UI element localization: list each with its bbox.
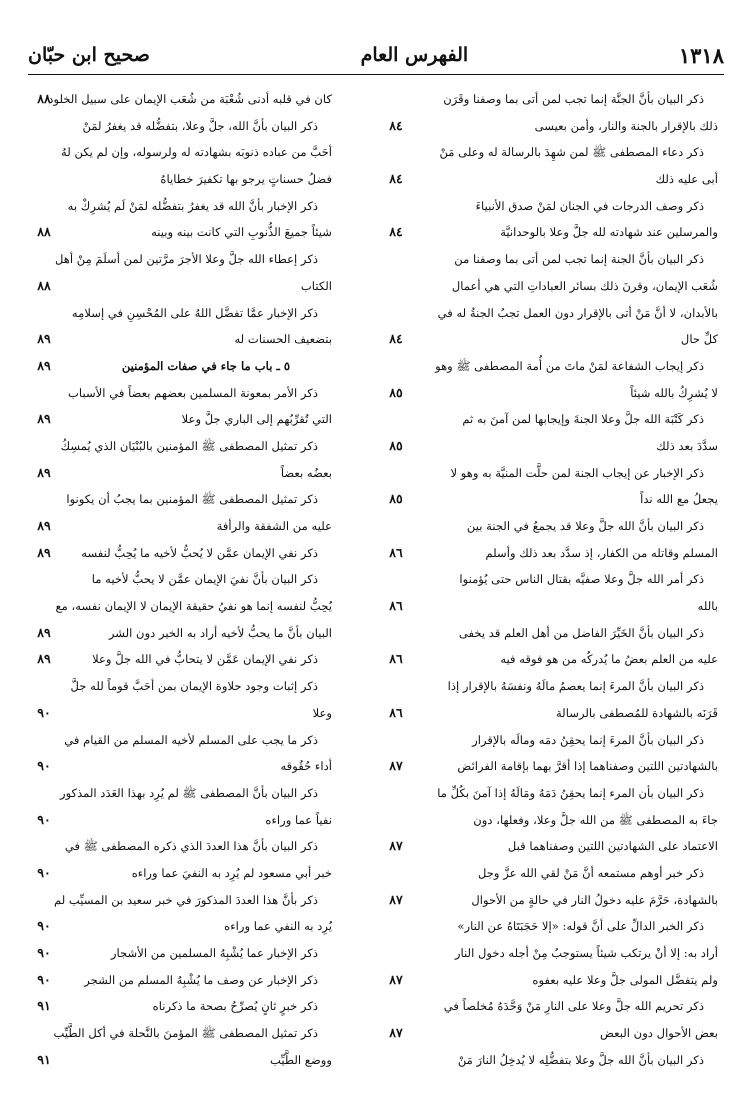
entry-page-number [378, 860, 414, 887]
index-entry-line: التي تُقرِّبُهم إلى الباري جلَّ وعلا [181, 412, 332, 427]
entry-page-number [26, 380, 62, 407]
entry-page-number: ٩٠ [37, 918, 51, 934]
entry-page-number: ٨٦ [389, 704, 403, 720]
entry-page-number [26, 433, 62, 460]
index-entry-line: ذكر تمثيل المصطفى ﷺ المؤمنين بما يجبُ أن يكونوا [66, 492, 318, 507]
index-entry-line: ذكر إيجاب الشفاعة لمَنْ ماتَ من أُمة المصطفى ﷺ وهو [435, 358, 704, 373]
entry-page-number: ٨٥ [389, 491, 403, 507]
index-entry-line: قَرَنَه بالشهادة للمُصطفى بالرسالة [555, 705, 718, 720]
index-entry-line: ذكر خبر أوهم مستمعه أنَّ مَنْ لقي الله عزَّ وجل [477, 865, 704, 880]
entry-page-number [378, 940, 414, 967]
index-entry-line: ذكر البيان بأنَّ نفيَ الإيمان عمَّن لا يحبُّ لأخيه ما [91, 572, 318, 587]
entry-page-number [378, 727, 414, 754]
entry-page-number: ٨٩ [37, 651, 51, 667]
entry-page-number: ٨٨ [37, 224, 51, 240]
entry-page-number: ٨٩ [37, 624, 51, 640]
index-entry-line: عليه من العلم بعضُ ما يُدركُه من هو فوقه فيه [500, 652, 718, 667]
index-entry-line: ذكر كَتْبَة الله جلَّ وعلا الجنةَ وإيجابها لمن آمنَ به ثم [462, 412, 704, 427]
entry-page-number: ٨٤ [389, 331, 403, 347]
index-entry-line: ذكر وصف الدرجات في الجنان لمَنْ صدق الأنبياءَ [475, 198, 704, 213]
entry-page-number: ٩١ [37, 998, 51, 1014]
index-entry-line: عليه من الشفقة والرأفة [216, 519, 332, 533]
index-entry-line: البيان بأنَّ ما يحبُّ لأخيه أراد به الخير دون الشر [108, 625, 332, 640]
index-entry-line: ذكر بأنَّ هذا العددَ المذكورَ في خبر سعيد بن المسيِّب لم [53, 892, 318, 907]
index-entry-line: شُعَب الإيمان، وقرنَ ذلك بسائر العباداتِ التي هي أعمال [451, 278, 718, 293]
entry-page-number: ٨٤ [389, 171, 403, 187]
index-entry-line: بالأبدان، لا أنَّ مَنْ أتى بالإقرار دون العمل تجبُ الجنةُ له في [437, 305, 718, 320]
entry-page-number [378, 273, 414, 300]
index-entry-line: ذكر تحريم الله جلَّ وعلا على النارِ مَنْ وَحَّدَهُ مُخلصاً في [443, 999, 704, 1014]
entry-page-number [378, 300, 414, 327]
entry-page-number [378, 193, 414, 220]
index-entry-line: ذكر الأمر بمعونة المسلمين بعضهم بعضاً في الأسباب [68, 385, 318, 400]
entry-page-number: ٨٧ [389, 758, 403, 774]
entry-page-number [26, 486, 62, 513]
index-entry-line: بتضعيف الحسنات له [234, 332, 332, 347]
index-entry-line: ذكر دعاء المصطفى ﷺ لمن شهِدَ بالرسالة له وعلى مَنْ [439, 145, 704, 160]
entry-page-number: ٨٧ [389, 891, 403, 907]
index-entry-line: ذكر الإخبار عمَّا تفضَّل اللهُ على المُحْسِنِ في إسلامِه [71, 305, 318, 320]
index-entry-line: وعلا [312, 705, 332, 720]
entry-page-number [26, 139, 62, 166]
index-entry-line: ذكر البيان بأنَّ الجنة إنما تجب لمن أتى بما وصفنا من [454, 252, 704, 267]
index-entry-line: جاءَ به المصطفى ﷺ من الله جلَّ وعلا، وفعلها، دون [473, 812, 718, 827]
entry-page-number [378, 86, 414, 113]
entry-page-number [26, 246, 62, 273]
entry-page-number: ٨٩ [37, 544, 51, 560]
entry-page-number [26, 300, 62, 327]
index-entry-line: ذكر البيان بأنَّ الله جلَّ وعلا قد يجمعُ في الجنة بين [466, 519, 704, 533]
entry-page-number: ٨٥ [389, 437, 403, 453]
entry-page-number: ٨٧ [389, 838, 403, 854]
entry-page-number [26, 193, 62, 220]
index-entry-line: بعضُه بعضاً [280, 465, 332, 480]
entry-page-number [378, 139, 414, 166]
index-entry-line: المسلم وقاتله من الكفار، إذ سدَّد بعد ذلك وأسلم [485, 545, 718, 560]
entry-page-number: ٨٤ [389, 117, 403, 133]
index-entry-line: ذكر أمر الله جلَّ وعلا صفيَّه بقتال الناس حتى يُؤمنوا [459, 572, 704, 587]
index-entry-line: ذكر الإخبار بأنَّ الله قد يغفرُ بتفضُّله لمَنْ لَم يُشرِكْ به [67, 198, 318, 213]
index-entry-line: نفياً عما وراءه [265, 812, 332, 827]
index-entry-line: بالله [697, 599, 718, 614]
entry-page-number: ٨٩ [37, 331, 51, 347]
entry-page-number [26, 833, 62, 860]
entry-page-number: ٨٧ [389, 971, 403, 987]
index-entry-line: ذكر البيان بأنَّ الخَيِّرَ الفاضل من أهل العلم قد يخفى [458, 625, 704, 640]
entry-page-number [26, 673, 62, 700]
index-entry-line: ولم يتفضَّل المولى جلَّ وعلا عليه بعفوه [532, 972, 718, 987]
index-entry-line: لا يُشرِكُ بالله شيئاً [630, 385, 718, 400]
entry-page-number [378, 913, 414, 940]
entry-page-number: ٨٩ [37, 464, 51, 480]
index-entry-line: بالشهادتين اللتين وصفناهما إذا أقرَّ بهما بإقامة الفرائض [457, 759, 718, 774]
entry-page-number: ٨٤ [389, 224, 403, 240]
entry-page-number [26, 780, 62, 807]
entry-page-number [26, 113, 62, 140]
index-entry-line: ذكر الخبر الدالِّ على أنَّ قوله: «إلا حَجَبَتَاهُ عن النار» [457, 919, 704, 934]
index-entry-line: شيئاً جميعَ الذُّنوبِ التي كانت بينه وبينه [151, 225, 332, 240]
entry-page-number [26, 566, 62, 593]
entry-page-number: ٩٠ [37, 704, 51, 720]
header-rule [28, 74, 724, 75]
index-entry-line: الكتاب [300, 278, 332, 293]
index-entry-line: ذكر الإخبار عن وصف ما يُشْبِهُ المسلم من الشجر [84, 972, 318, 987]
index-entry-line: ووضع الطَّيِّب [269, 1052, 332, 1067]
entry-page-number [26, 887, 62, 914]
index-entry-line: أراد به: إلا أنْ يرتكب شيئاً يستوجبُ مِنْ أجله دخول النار [454, 946, 718, 960]
entry-page-number [378, 460, 414, 487]
entry-page-number: ٨٨ [37, 91, 51, 106]
index-entry-line: ذكر إثبات وجود حلاوة الإيمان بمن أحَبَّ قوماً لله جلَّ [70, 679, 318, 694]
index-entry-line: يُحِبُّ لنفسه إنما هو نفيُ حقيقة الإيمان لا الإيمان نفسه، مع [55, 599, 332, 614]
index-entry-line: سدَّدَ بعد ذلك [656, 438, 718, 453]
index-entry-line: ذكر إعطاء الله جلَّ وعلا الأجرَ مرَّتين لمن أسلَمَ مِنْ أهل [54, 252, 318, 267]
index-entry-line: ذكر البيان بأنَّ الجنَّة إنما تجب لمن أتى بما وصفنا وقَرَن [443, 92, 704, 106]
index-entry-line: ذكر تمثيل المصطفى ﷺ المؤمنَ بالنَّحلة في أكل الطَّيِّب [53, 1026, 318, 1041]
index-entry-line: ذكر الإخبار عما يُشْبِهُ المسلمين من الأشجار [110, 946, 318, 960]
entry-page-number: ٩٠ [37, 811, 51, 827]
index-entry-line: يُرِد به النفي عما وراءه [224, 919, 332, 934]
page-header [28, 38, 724, 72]
entry-page-number: ٨٦ [389, 544, 403, 560]
index-entry-line: ذكر البيان بأنَّ المرءَ إنما يعصمُ مالَهُ ونفسَهُ بالإقرار إذا [447, 679, 704, 694]
entry-page-number [26, 1020, 62, 1047]
index-entry-line: بعض الأحوال دون البعض [599, 1026, 718, 1041]
entry-page-number: ٨٨ [37, 277, 51, 293]
entry-page-number: ٨٥ [389, 384, 403, 400]
entry-page-number [378, 620, 414, 647]
entry-page-number [26, 727, 62, 754]
page-number: ١٣١٨ [678, 42, 724, 68]
right-column [418, 86, 718, 1073]
index-entry-line: ذكر تمثيل المصطفى ﷺ المؤمنين بالبُنْيَان الذي يُمسِكُ [60, 438, 318, 453]
index-entry-line: أبى عليه ذلك [655, 172, 718, 187]
index-entry-line: الاعتماد على الشهادتين اللتين وصفناهما قبل [507, 839, 718, 854]
index-entry-line: ذكر خبرٍ ثانٍ يُصرِّحُ بصحة ما ذكرناه [152, 999, 318, 1014]
entry-page-number: ٩١ [37, 1051, 51, 1067]
entry-page-number: ٩٠ [37, 758, 51, 774]
entry-page-number: ٨٩ [37, 518, 51, 533]
index-entry-line: ذكر نفي الإيمان عَمَّن لا يتحابُّ في الله جلَّ وعلا [92, 652, 318, 667]
left-column [48, 86, 332, 1073]
index-entry-line: ذكر البيان بأنَّ المصطفى ﷺ لم يُرِد بهذا العَدَد المذكور [59, 785, 318, 800]
book-title: صحيح ابن حبّان [28, 44, 150, 66]
entry-page-number: ٨٦ [389, 598, 403, 614]
index-entry-line: أحَبَّ من عباده ذنوبَه بشهادته له ولرسوله، وإن لم يكن لهُ [61, 145, 332, 160]
index-entry-line: ذكر البيان بأنَّ الله، جلَّ وعلا، بتفضُّله قد يغفرُ لمَنْ [82, 118, 318, 133]
entry-page-number [378, 780, 414, 807]
index-entry-line: ذكر البيان بأنَّ هذا العددَ الذي ذكره المصطفى ﷺ في [64, 839, 318, 854]
index-entry-line: ذلك بالإقرار بالجنة والنار، وأمن بعيسى [534, 118, 718, 133]
index-entry-line: ذكر البيان بأن المرء إنما يحقِنُ دَمَهُ ومَالَهُ إذا آمنَ بكُلِّ ما [437, 785, 704, 800]
index-entry-line: ذكر البيان بأنَّ الله جلَّ وعلا بتفضُّلِه لا يُدخِلُ النارَ مَنْ [457, 1052, 704, 1067]
left-page-numbers [26, 86, 62, 1073]
entry-page-number [378, 993, 414, 1020]
index-entry-line: يجعلُ مع الله نداً [640, 492, 718, 507]
index-entry-line: ذكر البيان بأنَّ المرءَ إنما يحقِنُ دمَه ومالَه بالإقرار [472, 732, 704, 747]
entry-page-number: ٩٠ [37, 945, 51, 960]
entry-page-number [378, 246, 414, 273]
index-entry-line: ذكر ما يجب على المسلم لأخيه المسلم من القيام في [64, 732, 318, 747]
index-entry-line: ذكر نفي الإيمان عمَّن لا يُحبُّ لأخيه ما يُحِبُّ لنفسه [81, 545, 318, 560]
entry-page-number [378, 353, 414, 380]
index-entry-line: بالشهادة، حَرَّمَ عليه دخولُ النار في حالةٍ من الأحوال [471, 892, 718, 907]
entry-page-number: ٩٠ [37, 864, 51, 880]
entry-page-number: ٨٧ [389, 1025, 403, 1041]
section-heading: ٥ ـ باب ما جاء في صفات المؤمنين [121, 358, 291, 373]
center-title: الفهرس العام [360, 44, 469, 66]
right-page-numbers [378, 86, 414, 1073]
index-entry-line: فضلُ حسناتٍ يرجو بها تكفيرَ خطاياهُ [160, 172, 332, 187]
index-entry-line: كان في قلبه أدنى شُعْبَة من شُعَب الإيمان على سبيل الخلود [48, 92, 332, 106]
entry-page-number [26, 593, 62, 620]
entry-page-number [378, 513, 414, 540]
entry-page-number: ٩٠ [37, 971, 51, 987]
entry-page-number [378, 566, 414, 593]
entry-page-number [378, 406, 414, 433]
index-entry-line: ذكر الإخبار عن إيجاب الجنة لمن حلَّت المنيَّة به وهو لا [450, 465, 704, 480]
index-entry-line: والمرسلين عند شهادته لله جلَّ وعلا بالوحدانيَّة [500, 225, 718, 240]
entry-page-number: ٨٩ [37, 357, 51, 373]
entry-page-number: ٨٦ [389, 651, 403, 667]
entry-page-number [378, 673, 414, 700]
entry-page-number [378, 1047, 414, 1074]
index-entry-line: خبر أبي مسعود لم يُرِد به النفيَ عما وراءه [131, 865, 332, 880]
entry-page-number [378, 807, 414, 834]
entry-page-number: ٨٩ [37, 411, 51, 427]
entry-page-number [26, 166, 62, 193]
index-entry-line: كلِّ حال [680, 332, 718, 347]
index-entry-line: أداء حُقُوقه [280, 759, 332, 774]
